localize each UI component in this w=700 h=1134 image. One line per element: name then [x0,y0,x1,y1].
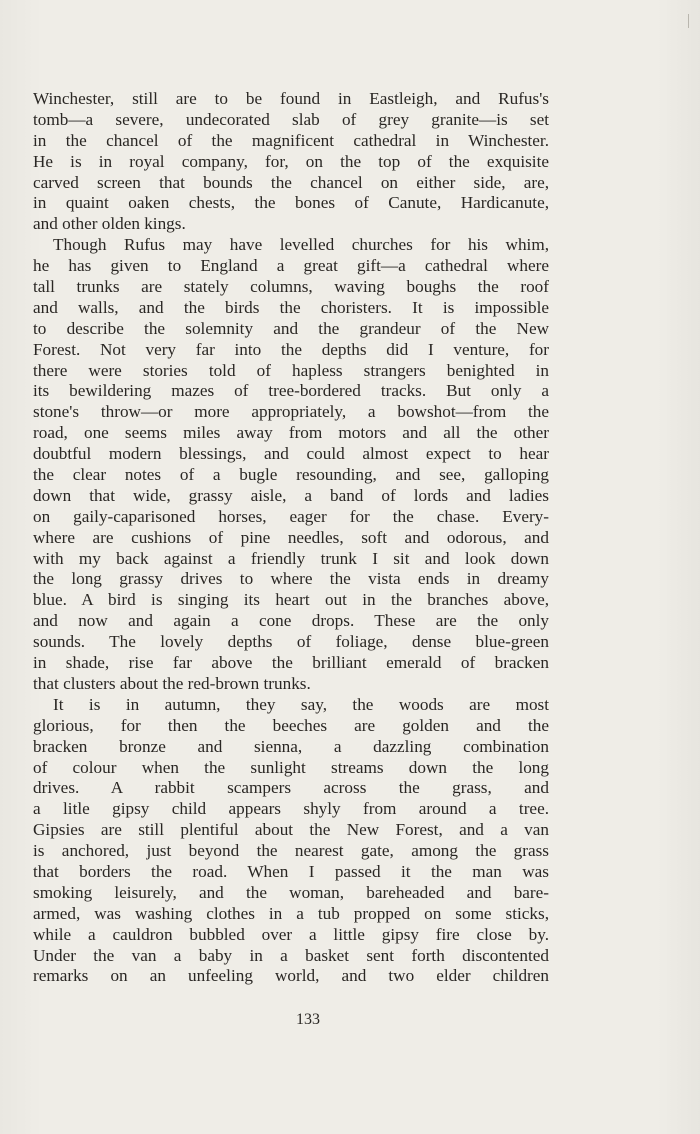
text-line: Under the van a baby in a basket sent forth discontented [33,945,549,965]
text-line: and other olden kings. [33,214,186,234]
text-line: road, one seems miles away from motors and all the other [33,423,549,443]
text-line: bracken bronze and sienna, a dazzling combination [33,736,549,756]
text-line: and walls, and the birds the choristers. It is impossible [33,297,549,317]
text-line: It is in autumn, they say, the woods are most [53,694,549,714]
text-line: tall trunks are stately columns, waving boughs the roof [33,277,549,297]
text-line: that clusters about the red-brown trunks. [33,673,311,693]
text-line: stone's throw—or more appropriately, a bowshot—from the [33,402,549,422]
text-line: glorious, for then the beeches are golden and the [33,715,549,735]
text-line: doubtful modern blessings, and could almost expect to hear [33,444,549,464]
text-line: remarks on an unfeeling world, and two elder children [33,966,549,986]
text-line: in shade, rise far above the brilliant emerald of bracken [33,653,549,673]
text-line: sounds. The lovely depths of foliage, dense blue-green [33,632,549,652]
text-line: the clear notes of a bugle resounding, and see, galloping [33,465,549,485]
text-line: and now and again a cone drops. These are the only [33,611,549,631]
text-line: down that wide, grassy aisle, a band of lords and ladies [33,485,549,505]
text-line: Gipsies are still plentiful about the New Forest, and a van [33,820,549,840]
text-line: a litle gipsy child appears shyly from around a tree. [33,799,549,819]
text-line: there were stories told of hapless strangers benighted in [33,360,549,380]
text-line: in the chancel of the magnificent cathedral in Winchester. [33,130,549,150]
text-line: in quaint oaken chests, the bones of Canute, Hardicanute, [33,193,549,213]
text-line: to describe the solemnity and the grandeur of the New [33,318,549,338]
text-line: blue. A bird is singing its heart out in the branches above, [33,590,549,610]
text-line: its bewildering mazes of tree-bordered tracks. But only a [33,381,549,401]
text-line: where are cushions of pine needles, soft and odorous, and [33,527,549,547]
page-number: 133 [296,1011,320,1028]
text-line: is anchored, just beyond the nearest gate, among the grass [33,841,549,861]
text-line: tomb—a severe, undecorated slab of grey granite—is set [33,109,549,129]
text-line: Forest. Not very far into the depths did I venture, for [33,339,549,359]
text-line: that borders the road. When I passed it the man was [33,861,549,881]
body-text [33,89,549,987]
text-line: on gaily-caparisoned horses, eager for the chase. Every- [33,506,549,526]
text-line: carved screen that bounds the chancel on either side, are, [33,172,549,192]
text-line: He is in royal company, for, on the top of the exquisite [33,151,549,171]
text-line: he has given to England a great gift—a cathedral where [33,256,549,276]
text-line: of colour when the sunlight streams down the long [33,757,549,777]
text-line: with my back against a friendly trunk I sit and look down [33,548,549,568]
text-line: smoking leisurely, and the woman, bareheaded and bare- [33,882,549,902]
text-line: armed, was washing clothes in a tub propped on some sticks, [33,903,549,923]
text-line: Though Rufus may have levelled churches for his whim, [53,235,549,255]
text-line: the long grassy drives to where the vista ends in dreamy [33,569,549,589]
page-edge-mark [688,14,689,28]
text-line: while a cauldron bubbled over a little gipsy fire close by. [33,924,549,944]
text-line: drives. A rabbit scampers across the grass, and [33,778,549,798]
text-line: Winchester, still are to be found in Eastleigh, and Rufus's [33,89,549,108]
